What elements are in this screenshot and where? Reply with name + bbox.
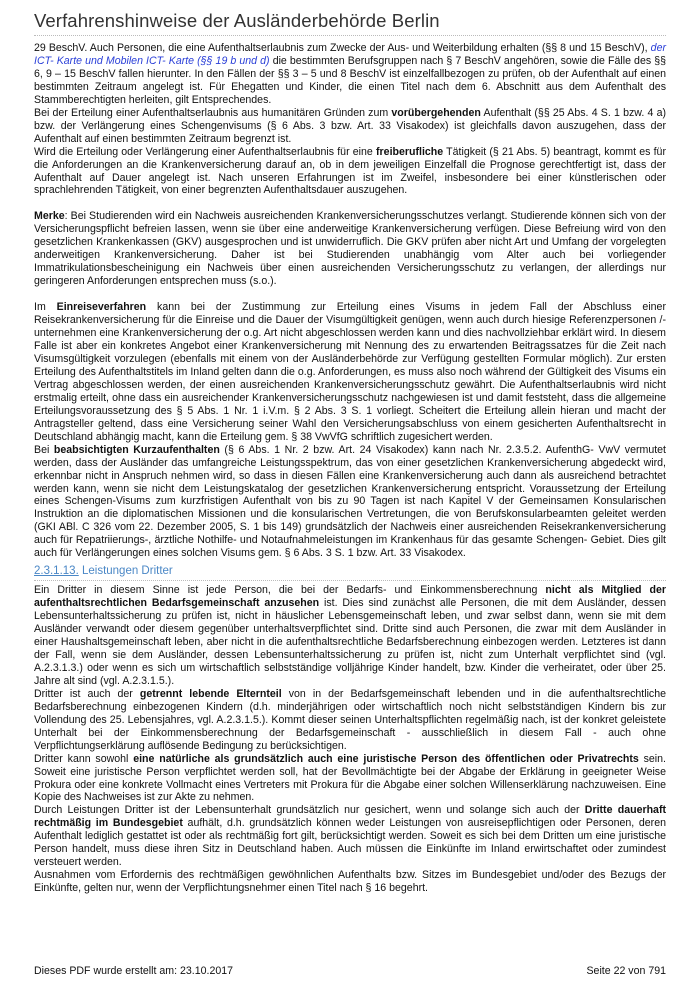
paragraph: Dritter ist auch der getrennt lebende Elternteil von in der Bedarfsgemeinschaft lebenden und in die aufenthaltsrechtliche Bedarfsberechnung einbezogenen Kindern (d.h. minderjährigen oder wirtschaftlich noch nicht selbstständigen Kindern bis zur Vollendung des 25. Lebensjahres, vgl. A.2.3.1.5.). Kommt dieser seinen Unterhaltspflichten regelmäßig nach, ist der konkret geleistete Unterhalt bei der Einkommensberechnung der Bedarfsgemeinschaft - ausschließlich in diesem Fall - auch ohne Verpflichtungserklärung auflösende Bedingung zu berücksichtigen. [34,687,667,752]
page-number: Seite 22 von 791 [586,965,666,977]
page-footer [34,965,666,977]
paragraph: Dritter kann sowohl eine natürliche als grundsätzlich auch eine juristische Person des öffentlichen oder Privatrechts sein. Soweit eine juristische Person verpflichtet werden soll, hat der Bevollmächtigte bei der Abgabe der Erklärung in geeigneter Weise Prokura oder eine konkrete Vollmacht eines Vertreters mit Prokura für die Abgabe einer solchen Willenserklärung nachzuweisen. Eine Kopie des Nachweises ist zur Akte zu nehmen. [34,752,666,804]
paragraph: Bei der Erteilung einer Aufenthaltserlaubnis aus humanitären Gründen zum vorübergehenden Aufenthalt (§§ 25 Abs. 4 S. 1 bzw. 4 a) bzw. der Verlängerung eines Schengenvisums (§ 6 Abs. 3 bzw. Art. 33 Visakodex) ist gleichfalls davon auszugehen, dass der Aufenthalt auf einen bestimmten Zeitraum begrenzt ist. [34,106,666,145]
section-heading [34,564,666,581]
page-title: Verfahrenshinweise der Ausländerbehörde Berlin [34,10,440,31]
paragraph: Im Einreiseverfahren kann bei der Zustimmung zur Erteilung eines Visums in jedem Fall der Abschluss einer Reisekrankenversicherung für die Einreise und die Dauer der Visumgültigkeit genügen, wenn auch durch hiesige Referenzpersonen /-unternehmen eine Krankenversicherung der o.g. Art nicht abgeschlossen werden kann und dies nachvollziehbar erklärt wird. In diesem Falle ist aber ein konkretes Angebot einer Krankenversicherung mit Nennung des zu erwartenden Beitragssatzes für die Zeit nach Visumsgültigkeit vorzulegen (ebenfalls mit einem von der Ausländerbehörde zur Verfügung gestellten Formular möglich). Zur ersten Erteilung des Aufenthaltstitels im Inland gelten dann die o.g. Anforderungen, es muss also noch während der Gültigkeit des Visums ein Vertrag abgeschlossen werden, der einen ausreichenden Krankenversicherungsschutz gewährt. Die Aufenthaltserlaubnis wird nicht erstmalig erteilt, ohne dass ein ausreichender Krankenversicherungsschutz nachgewiesen ist und damit feststeht, dass die allgemeine Erteilungsvoraussetzung des § 5 Abs. 1 Nr. 1 i.V.m. § 2 Abs. 3 S. 1 vorliegt. Scheitert die Erteilung allein hieran und macht der Antragsteller geltend, dass eine Versicherung seiner Wahl den Versicherungsabschluss von einem gesicherten Aufenthaltsrecht in Deutschland abhängig macht, kann die Erteilung gem. § 38 VwVfG schriftlich zugesichert werden. [34,301,666,443]
paragraph: Durch Leistungen Dritter ist der Lebensunterhalt grundsätzlich nur gesichert, wenn und solange sich auch der Dritte dauerhaft rechtmäßig im Bundesgebiet aufhält, d.h. grundsätzlich können weder Leistungen von ausreisepflichtigen oder Personen, deren Aufenthalt lediglich gestattet ist oder als rechtmäßig fort gilt, berücksichtigt werden. Soweit es sich bei dem Dritten um eine juristische Person handelt, muss diese ihren Sitz in Deutschland haben. Auch müssen die Einkünfte im Inland erwirtschaftet oder zumindest versteuert werden. [34,804,666,869]
section-number-link[interactable]: 2.3.1.13. [34,565,79,578]
paragraph: Wird die Erteilung oder Verlängerung einer Aufenthaltserlaubnis für eine freiberufliche Tätigkeit (§ 21 Abs. 5) beantragt, kommt es für die Anforderungen an die Krankenversicherung darauf an, ob in dem jeweiligen Einzelfall die Prognose gerechtfertigt ist, dass der Aufenthalt auf Dauer angelegt ist. Nach unseren Erfahrungen ist im Zweifel, insbesondere bei einer künstlerischen oder sprachlehrenden Tätigkeit, von einer begrenzten Aufenthaltsdauer auszugehen. [34,145,666,197]
paragraph: Ein Dritter in diesem Sinne ist jede Person, die bei der Bedarfs- und Einkommensberechnung nicht als Mitglied der aufenthaltsrechtlichen Bedarfsgemeinschaft anzusehen ist. Dies sind zunächst alle Personen, die mit dem Ausländer, dessen Lebensunterhaltssicherung zu prüfen ist, nicht in häuslicher Lebensgemeinschaft leben, und zwar selbst dann, wenn sie mit dem Ausländer verwandt oder diesem gegenüber unterhaltsverpflichtet sind. Dritte sind auch Personen, die zwar mit dem Ausländer in einer Haushaltsgemeinschaft leben, aber nicht in die aufenthaltsrechtliche Bedarfsberechnung einbezogen werden. Letzteres ist dann der Fall, wenn sie dem Ausländer, dessen Lebensunterhaltssicherung zu prüfen ist, nicht zum Unterhalt verpflichtet sind (vgl. A.2.3.1.3.) oder wenn es sich um wirtschaftlich selbstständige volljährige Kinder handelt, bzw. Kinder die verheiratet, oder über 25. Jahre alt sind (vgl. A.2.3.1.5.). [34,584,666,687]
paragraph: Bei beabsichtigten Kurzaufenthalten (§ 6 Abs. 1 Nr. 2 bzw. Art. 24 Visakodex) kann nach Nr. 2.3.5.2. AufenthG- VwV vermutet werden, dass der Ausländer das umfangreiche Leistungsspektrum, das von einer gesetzlichen Krankenversicherung abgedeckt wird, erkennbar nicht in Anspruch nehmen wird, so dass in diesen Fällen eine Krankenversicherung auch dann als ausreichend betrachtet werden kann, wenn sie nicht dem Leistungskatalog der gesetzlichen Krankenversicherung entspricht. Voraussetzung der Erteilung eines Schengen-Visums zum kurzfristigen Aufenthalt von bis zu 90 Tagen ist nach Kapitel V der Gemeinsamen Konsularischen Instruktion an die diplomatischen Missionen und die konsularischen Vertretungen, die von Berufskonsularbeamten geleitet werden (GKI ABl. C 326 vom 22. Dezember 2005, S. 1 bis 149) grundsätzlich der Nachweis einer ausreichenden Reisekrankenversicherung auch für Repatriierungs-, ärztliche Nothilfe- und Notaufnahmeleistungen im Krankenhaus für das gesamte Schengen- Gebiet. Dies gilt auch für Verlängerungen eines solchen Visums gem. § 6 Abs. 3 S. 1 bzw. Art. 33 Visakodex. [34,443,666,560]
paragraph: Ausnahmen vom Erfordernis des rechtmäßigen gewöhnlichen Aufenthalts bzw. Sitzes im Bundesgebiet und/oder des Bezugs der Einkünfte, gelten nur, wenn der Verpflichtungsnehmer einen Titel nach § 16 begehrt. [34,869,666,895]
creation-date: Dieses PDF wurde erstellt am: 23.10.2017 [34,965,234,977]
ict-karte-link[interactable]: der ICT- Karte und Mobilen ICT- Karte (§§ 19 b und d) [34,42,666,67]
paragraph-merke: Merke: Bei Studierenden wird ein Nachweis ausreichenden Krankenversicherungsschutzes verlangt. Studierende können sich von der Versicherungspflicht befreien lassen, wenn sie über eine anderweitige Krankenversicherung verfügen. Diese Befreiung wird von den gesetzlichen Krankenkassen (GKV) ausgesprochen und ist unwiderruflich. Die GKV prüfen aber nicht Art und Umfang der vorgelegten anderweitigen Krankenversicherung. Daher ist bei Studierenden unabhängig vom Alter auch bei vorliegender Immatrikulationsbescheinigung ein Nachweis über einen ausreichenden Versicherungsschutz zu verlangen, der allerdings nur geringeren Anforderungen entsprechen muss (s.o.). [34,210,666,288]
document-body [34,42,666,895]
section-title: Leistungen Dritter [81,565,173,578]
paragraph: 29 BeschV. Auch Personen, die eine Aufenthaltserlaubnis zum Zwecke der Aus- und Weiterbildung erhalten (§§ 8 und 15 BeschV), der ICT- Karte und Mobilen ICT- Karte (§§ 19 b und d) die bestimmten Berufsgruppen nach § 7 BeschV angehören, sowie die Fälle des §§ 6, 9 – 15 BeschV fallen hierunter. In den Fällen der §§ 3 – 5 und 8 BeschV ist einzelfallbezogen zu prüfen, ob der Aufenthalt auf einen bestimmten Zeitraum angelegt ist. Für Ehegatten und Kinder, die einen Titel nach dem 6. Abschnitt aus dem Aufenthalt des Stammberechtigten herleiten, gilt Entsprechendes. [34,42,667,106]
page-header [34,10,666,36]
